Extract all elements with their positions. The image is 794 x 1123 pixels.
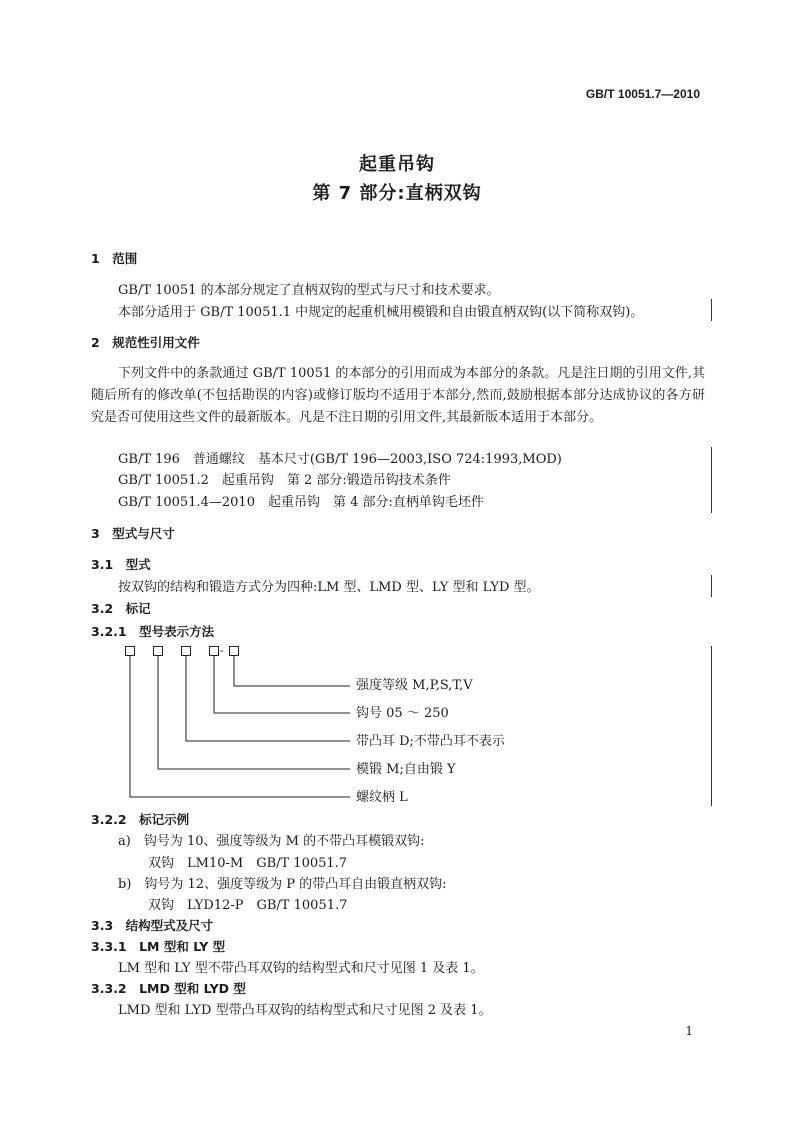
section-3-3-1-heading: 3.3.1 LM 型和 LY 型	[91, 939, 226, 954]
section-3-2-1-heading: 3.2.1 型号表示方法	[91, 624, 215, 639]
section-1-paragraph-1: GB/T 10051 的本部分规定了直柄双钩的型式与尺寸和技术要求。	[118, 283, 500, 298]
document-subtitle: 第 7 部分:直柄双钩	[312, 183, 482, 204]
section-3-1-text: 按双钩的结构和锻造方式分为四种:LM 型、LMD 型、LY 型和 LYD 型。	[118, 580, 540, 595]
section-3-3-2-heading: 3.3.2 LMD 型和 LYD 型	[91, 981, 246, 996]
reference-item: GB/T 10051.2 起重吊钩 第 2 部分:锻造吊钩技术条件	[118, 473, 451, 488]
section-3-3-2-text: LMD 型和 LYD 型带凸耳双钩的结构型式和尺寸见图 2 及表 1。	[118, 1003, 492, 1018]
section-3-1-heading: 3.1 型式	[91, 557, 151, 572]
label-thread-shank: 螺纹柄 L	[356, 790, 408, 805]
change-bar	[711, 646, 712, 806]
change-bar	[711, 299, 712, 321]
example-b-mark: 双钩 LYD12-P GB/T 10051.7	[148, 898, 348, 913]
section-3-3-heading: 3.3 结构型式及尺寸	[91, 918, 214, 933]
change-bar	[711, 447, 712, 513]
label-hook-number: 钩号 05 ～ 250	[356, 706, 449, 721]
change-bar	[711, 575, 712, 597]
section-1-heading: 1 范围	[91, 251, 138, 266]
standard-code: GB/T 10051.7—2010	[585, 87, 700, 101]
code-box-thread-shank	[125, 646, 135, 656]
document-title: 起重吊钩	[359, 154, 435, 175]
example-a-mark: 双钩 LM10-M GB/T 10051.7	[148, 856, 348, 871]
section-3-2-2-heading: 3.2.2 标记示例	[91, 812, 190, 827]
label-lug: 带凸耳 D;不带凸耳不表示	[356, 734, 505, 749]
section-1-paragraph-2: 本部分适用于 GB/T 10051.1 中规定的起重机械用模锻和自由锻直柄双钩(以下简称双钩)。	[118, 305, 644, 320]
code-box-forging	[153, 646, 163, 656]
example-a: a) 钩号为 10、强度等级为 M 的不带凸耳模锻双钩:	[118, 834, 425, 849]
section-2-paragraph: 下列文件中的条款通过 GB/T 10051 的本部分的引用而成为本部分的条款。凡是注日期的引用文件,其随后所有的修改单(不包括勘误的内容)或修订版均不适用于本部分,然而,鼓励根据本部分达成协议的各方研究是否可使用这些文件的最新版本。凡是不注日期的引用文件,其最新版本适用于本部分。	[91, 366, 705, 425]
page-number: 1	[685, 1024, 693, 1038]
code-box-hook-number	[209, 646, 219, 656]
section-2-heading: 2 规范性引用文件	[91, 335, 200, 350]
section-3-heading: 3 型式与尺寸	[91, 526, 175, 541]
section-3-2-heading: 3.2 标记	[91, 601, 151, 616]
example-b: b) 钩号为 12、强度等级为 P 的带凸耳自由锻直柄双钩:	[118, 877, 447, 892]
label-strength-grade: 强度等级 M,P,S,T,V	[356, 678, 473, 693]
code-box-strength-grade	[229, 646, 239, 656]
reference-item: GB/T 196 普通螺纹 基本尺寸(GB/T 196—2003,ISO 724:1993,MOD)	[118, 452, 562, 467]
label-forging: 模锻 M;自由锻 Y	[356, 762, 456, 777]
section-3-3-1-text: LM 型和 LY 型不带凸耳双钩的结构型式和尺寸见图 1 及表 1。	[118, 961, 484, 976]
reference-item: GB/T 10051.4—2010 起重吊钩 第 4 部分:直柄单钩毛坯件	[118, 495, 484, 510]
code-box-lug	[181, 646, 191, 656]
code-dash: -	[220, 644, 224, 657]
